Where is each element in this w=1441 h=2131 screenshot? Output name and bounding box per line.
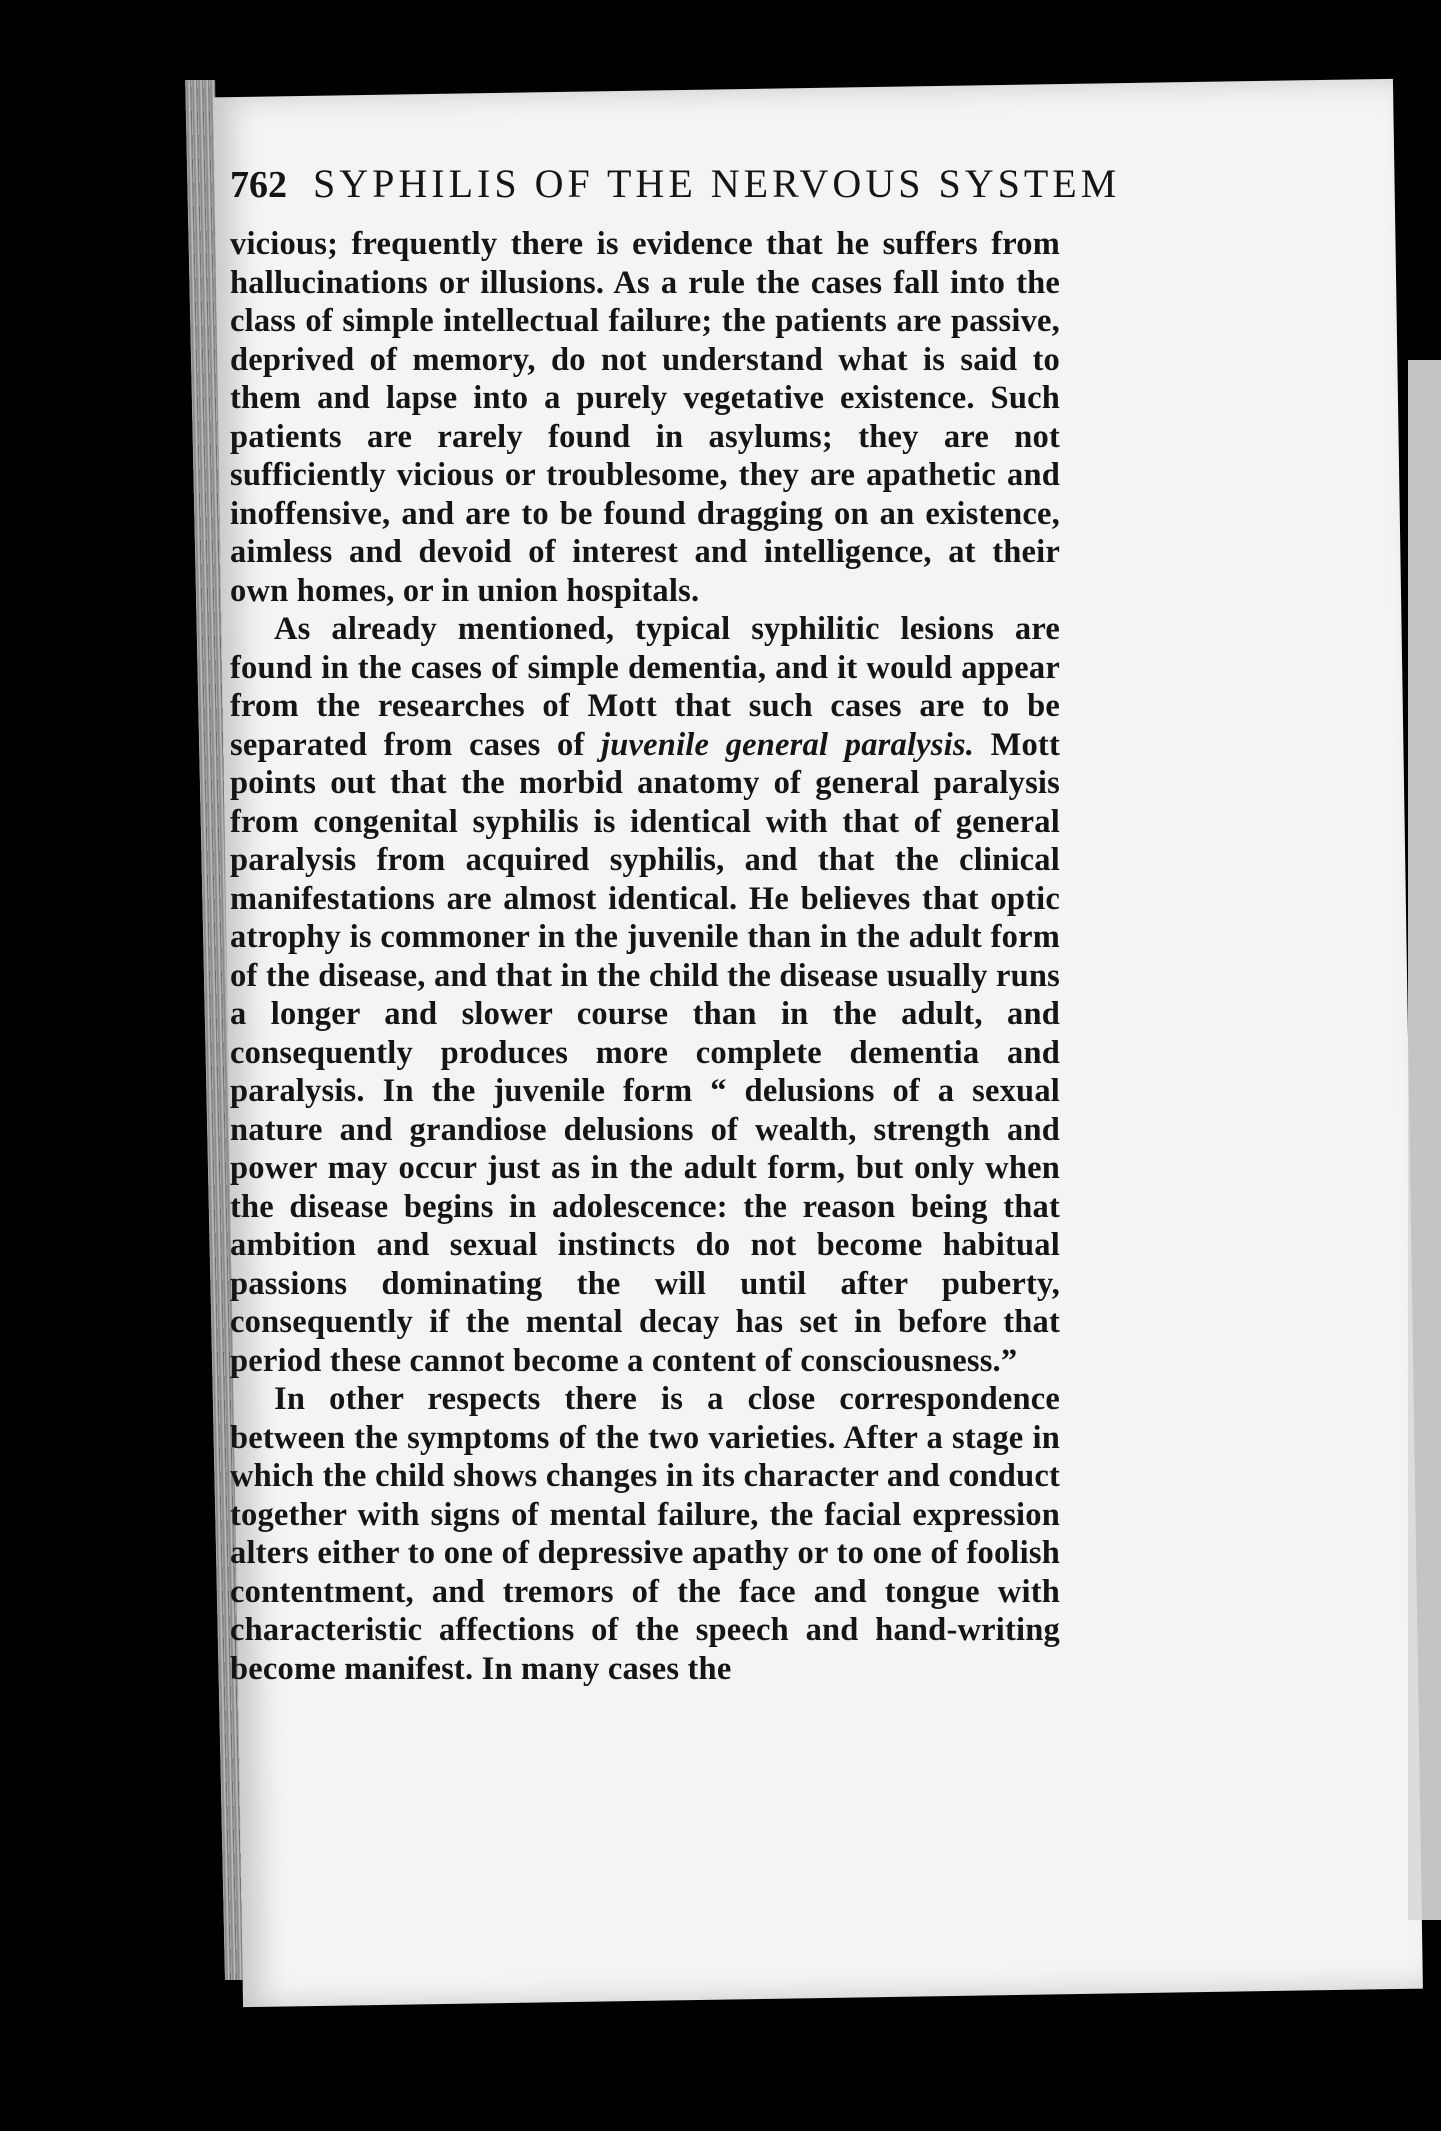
running-head: SYPHILIS OF THE NERVOUS SYSTEM — [313, 161, 1121, 206]
page-header — [230, 160, 1121, 207]
paragraph-3: In other respects there is a close correspondence between the symptoms of the two varieties. After a stage in which the child shows changes in its character and conduct together with signs of mental failure, the facial expression alters either to one of depressive apathy or to one of foolish contentment, and tremors of the face and tongue with characteristic affections of the speech and hand-writing become manifest. In many cases the — [230, 1381, 1060, 1687]
paragraph-2-text-b: Mott points out that the morbid anatomy of general paralysis from congenital syphilis is identical with that of general paralysis from acquired syphilis, and that the clinical manifestations are almost identical. He believes that optic atrophy is commoner in the juvenile than in the adult form of the disease, and that in the child the disease usually runs a longer and slower course than in the adult, and consequently produces more complete dementia and paralysis. In the juvenile form “ delusions of a sexual nature and grandiose delusions of wealth, strength and power may occur just as in the adult form, but only when the disease begins in adolescence: the reason being that ambition and sexual instincts do not become habitual passions dominating the will until after puberty, consequently if the mental decay has set in before that period these cannot become a content of consciousness.” — [230, 726, 1060, 1379]
paragraph-1: vicious; frequently there is evidence that he suffers from hallucinations or illusions. As a rule the cases fall into the class of simple intellectual failure; the patients are passive, deprived of memory, do not understand what is said to them and lapse into a purely vegetative existence. Such patients are rarely found in asylums; they are not sufficiently vicious or troublesome, they are apathetic and inoffensive, and are to be found dragging on an existence, aimless and devoid of interest and intelligence, at their own homes, or in union hospitals. — [230, 226, 1060, 609]
page-number: 762 — [230, 164, 287, 206]
facing-page-edge — [1408, 360, 1441, 1920]
paragraph-2-text-a: As already mentioned, typical syphilitic lesions are found in the cases of simple dementia, and it would appear from the researches of Mott that such cases are to be separated from cases of — [230, 611, 1060, 763]
paragraph-2-italic-term: juvenile general paralysis. — [601, 726, 975, 763]
paragraph-2 — [230, 610, 1060, 1380]
page-content — [230, 160, 1121, 1688]
